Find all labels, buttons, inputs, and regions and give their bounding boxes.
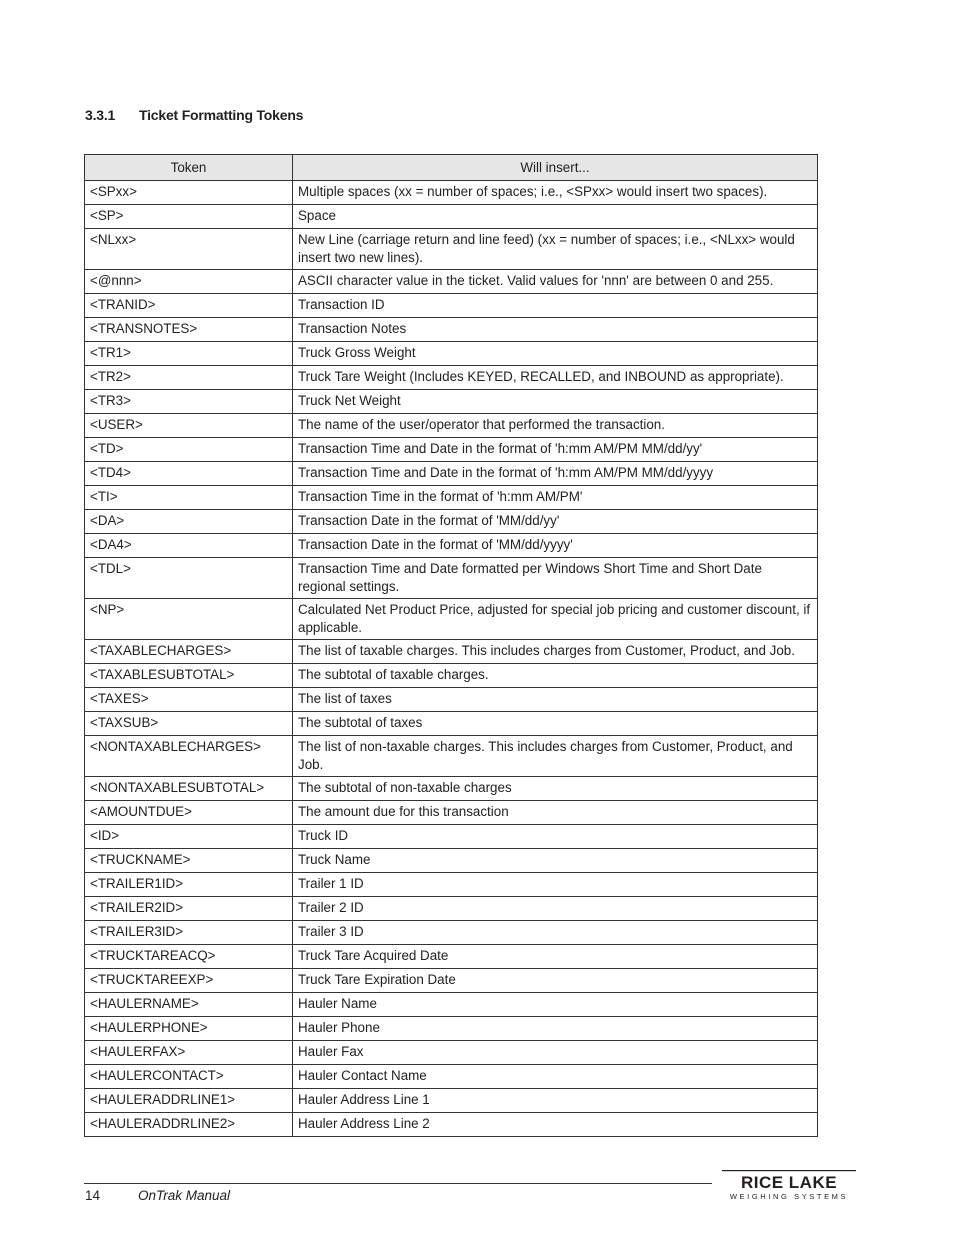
table-row bbox=[85, 510, 818, 534]
token-cell: <HAULERNAME> bbox=[85, 993, 293, 1017]
table-row bbox=[85, 390, 818, 414]
table-row bbox=[85, 777, 818, 801]
logo-tagline: WEIGHING SYSTEMS bbox=[729, 1192, 849, 1201]
insert-cell: Hauler Phone bbox=[293, 1017, 818, 1041]
rice-lake-logo bbox=[720, 1164, 860, 1204]
table-row bbox=[85, 897, 818, 921]
token-cell: <TRUCKTAREACQ> bbox=[85, 945, 293, 969]
table-row bbox=[85, 664, 818, 688]
page-number: 14 bbox=[85, 1188, 101, 1203]
table-row bbox=[85, 270, 818, 294]
table-row bbox=[85, 205, 818, 229]
token-cell: <TRAILER1ID> bbox=[85, 873, 293, 897]
section-title: Ticket Formatting Tokens bbox=[139, 107, 304, 123]
insert-cell: Multiple spaces (xx = number of spaces; i.e., <SPxx> would insert two spaces). bbox=[293, 181, 818, 205]
insert-cell: Truck ID bbox=[293, 825, 818, 849]
token-cell: <TAXABLESUBTOTAL> bbox=[85, 664, 293, 688]
insert-cell: Transaction Time in the format of 'h:mm AM/PM' bbox=[293, 486, 818, 510]
insert-cell: Hauler Fax bbox=[293, 1041, 818, 1065]
insert-cell: Transaction ID bbox=[293, 294, 818, 318]
insert-cell: The name of the user/operator that performed the transaction. bbox=[293, 414, 818, 438]
token-cell: <TRANSNOTES> bbox=[85, 318, 293, 342]
table-row bbox=[85, 438, 818, 462]
token-cell: <NLxx> bbox=[85, 229, 293, 270]
token-cell: <SPxx> bbox=[85, 181, 293, 205]
insert-cell: Transaction Time and Date in the format of 'h:mm AM/PM MM/dd/yy' bbox=[293, 438, 818, 462]
insert-cell: Transaction Time and Date in the format of 'h:mm AM/PM MM/dd/yyyy bbox=[293, 462, 818, 486]
insert-cell: The subtotal of non-taxable charges bbox=[293, 777, 818, 801]
section-number: 3.3.1 bbox=[85, 107, 116, 123]
table-row bbox=[85, 366, 818, 390]
table-row bbox=[85, 229, 818, 270]
token-cell: <TR3> bbox=[85, 390, 293, 414]
token-cell: <ID> bbox=[85, 825, 293, 849]
logo-name: RICE LAKE bbox=[740, 1173, 838, 1192]
token-cell: <TAXABLECHARGES> bbox=[85, 640, 293, 664]
token-cell: <USER> bbox=[85, 414, 293, 438]
insert-cell: Hauler Address Line 2 bbox=[293, 1113, 818, 1137]
token-cell: <HAULERADDRLINE2> bbox=[85, 1113, 293, 1137]
insert-cell: The list of taxable charges. This includes charges from Customer, Product, and Job. bbox=[293, 640, 818, 664]
token-cell: <TRAILER3ID> bbox=[85, 921, 293, 945]
insert-cell: Truck Net Weight bbox=[293, 390, 818, 414]
table-row bbox=[85, 462, 818, 486]
token-cell: <NP> bbox=[85, 599, 293, 640]
table-row bbox=[85, 1065, 818, 1089]
insert-cell: Transaction Date in the format of 'MM/dd/yy' bbox=[293, 510, 818, 534]
table-row bbox=[85, 558, 818, 599]
table-row bbox=[85, 945, 818, 969]
table-row bbox=[85, 1017, 818, 1041]
insert-cell: The subtotal of taxes bbox=[293, 712, 818, 736]
token-cell: <SP> bbox=[85, 205, 293, 229]
table-row bbox=[85, 849, 818, 873]
token-cell: <DA4> bbox=[85, 534, 293, 558]
token-cell: <HAULERCONTACT> bbox=[85, 1065, 293, 1089]
token-cell: <TR1> bbox=[85, 342, 293, 366]
table-body bbox=[85, 181, 818, 1137]
insert-cell: Truck Tare Weight (Includes KEYED, RECALLED, and INBOUND as appropriate). bbox=[293, 366, 818, 390]
insert-cell: Truck Gross Weight bbox=[293, 342, 818, 366]
table-row bbox=[85, 1113, 818, 1137]
insert-cell: Truck Tare Acquired Date bbox=[293, 945, 818, 969]
insert-cell: Space bbox=[293, 205, 818, 229]
table-row bbox=[85, 534, 818, 558]
insert-cell: Transaction Time and Date formatted per Windows Short Time and Short Date regional settings. bbox=[293, 558, 818, 599]
insert-cell: Trailer 2 ID bbox=[293, 897, 818, 921]
insert-cell: Hauler Contact Name bbox=[293, 1065, 818, 1089]
table-row bbox=[85, 801, 818, 825]
footer-divider bbox=[84, 1183, 712, 1184]
table-row bbox=[85, 599, 818, 640]
token-cell: <TRUCKNAME> bbox=[85, 849, 293, 873]
token-table bbox=[84, 154, 818, 1137]
token-cell: <TDL> bbox=[85, 558, 293, 599]
insert-cell: Truck Tare Expiration Date bbox=[293, 969, 818, 993]
insert-cell: New Line (carriage return and line feed) (xx = number of spaces; i.e., <NLxx> would insert two new lines). bbox=[293, 229, 818, 270]
token-cell: <AMOUNTDUE> bbox=[85, 801, 293, 825]
token-cell: <TRUCKTAREEXP> bbox=[85, 969, 293, 993]
section-heading bbox=[85, 107, 303, 123]
table-row bbox=[85, 736, 818, 777]
table-row bbox=[85, 921, 818, 945]
token-cell: <NONTAXABLECHARGES> bbox=[85, 736, 293, 777]
token-cell: <TRANID> bbox=[85, 294, 293, 318]
insert-cell: Transaction Date in the format of 'MM/dd/yyyy' bbox=[293, 534, 818, 558]
insert-cell: Truck Name bbox=[293, 849, 818, 873]
manual-name: OnTrak Manual bbox=[138, 1188, 231, 1203]
token-cell: <HAULERADDRLINE1> bbox=[85, 1089, 293, 1113]
table-row bbox=[85, 342, 818, 366]
table-row bbox=[85, 688, 818, 712]
table-row bbox=[85, 712, 818, 736]
insert-cell: Calculated Net Product Price, adjusted for special job pricing and customer discount, if applicable. bbox=[293, 599, 818, 640]
table-header-row bbox=[85, 155, 818, 181]
table-row bbox=[85, 1089, 818, 1113]
insert-cell: The list of taxes bbox=[293, 688, 818, 712]
token-cell: <HAULERFAX> bbox=[85, 1041, 293, 1065]
insert-cell: Transaction Notes bbox=[293, 318, 818, 342]
table-row bbox=[85, 825, 818, 849]
table-row bbox=[85, 640, 818, 664]
column-header-token: Token bbox=[85, 155, 293, 181]
column-header-insert: Will insert... bbox=[293, 155, 818, 181]
table-row bbox=[85, 414, 818, 438]
insert-cell: The list of non-taxable charges. This includes charges from Customer, Product, and Job. bbox=[293, 736, 818, 777]
table-row bbox=[85, 318, 818, 342]
table-row bbox=[85, 993, 818, 1017]
token-cell: <TR2> bbox=[85, 366, 293, 390]
insert-cell: Hauler Name bbox=[293, 993, 818, 1017]
token-cell: <@nnn> bbox=[85, 270, 293, 294]
insert-cell: ASCII character value in the ticket. Valid values for 'nnn' are between 0 and 255. bbox=[293, 270, 818, 294]
insert-cell: Hauler Address Line 1 bbox=[293, 1089, 818, 1113]
insert-cell: The subtotal of taxable charges. bbox=[293, 664, 818, 688]
table-row bbox=[85, 873, 818, 897]
token-cell: <DA> bbox=[85, 510, 293, 534]
token-cell: <HAULERPHONE> bbox=[85, 1017, 293, 1041]
table-row bbox=[85, 486, 818, 510]
insert-cell: Trailer 1 ID bbox=[293, 873, 818, 897]
insert-cell: Trailer 3 ID bbox=[293, 921, 818, 945]
token-cell: <TRAILER2ID> bbox=[85, 897, 293, 921]
table-row bbox=[85, 294, 818, 318]
table-row bbox=[85, 969, 818, 993]
insert-cell: The amount due for this transaction bbox=[293, 801, 818, 825]
token-cell: <NONTAXABLESUBTOTAL> bbox=[85, 777, 293, 801]
table-row bbox=[85, 181, 818, 205]
token-cell: <TD4> bbox=[85, 462, 293, 486]
table-row bbox=[85, 1041, 818, 1065]
token-cell: <TAXSUB> bbox=[85, 712, 293, 736]
token-cell: <TD> bbox=[85, 438, 293, 462]
token-cell: <TAXES> bbox=[85, 688, 293, 712]
token-cell: <TI> bbox=[85, 486, 293, 510]
